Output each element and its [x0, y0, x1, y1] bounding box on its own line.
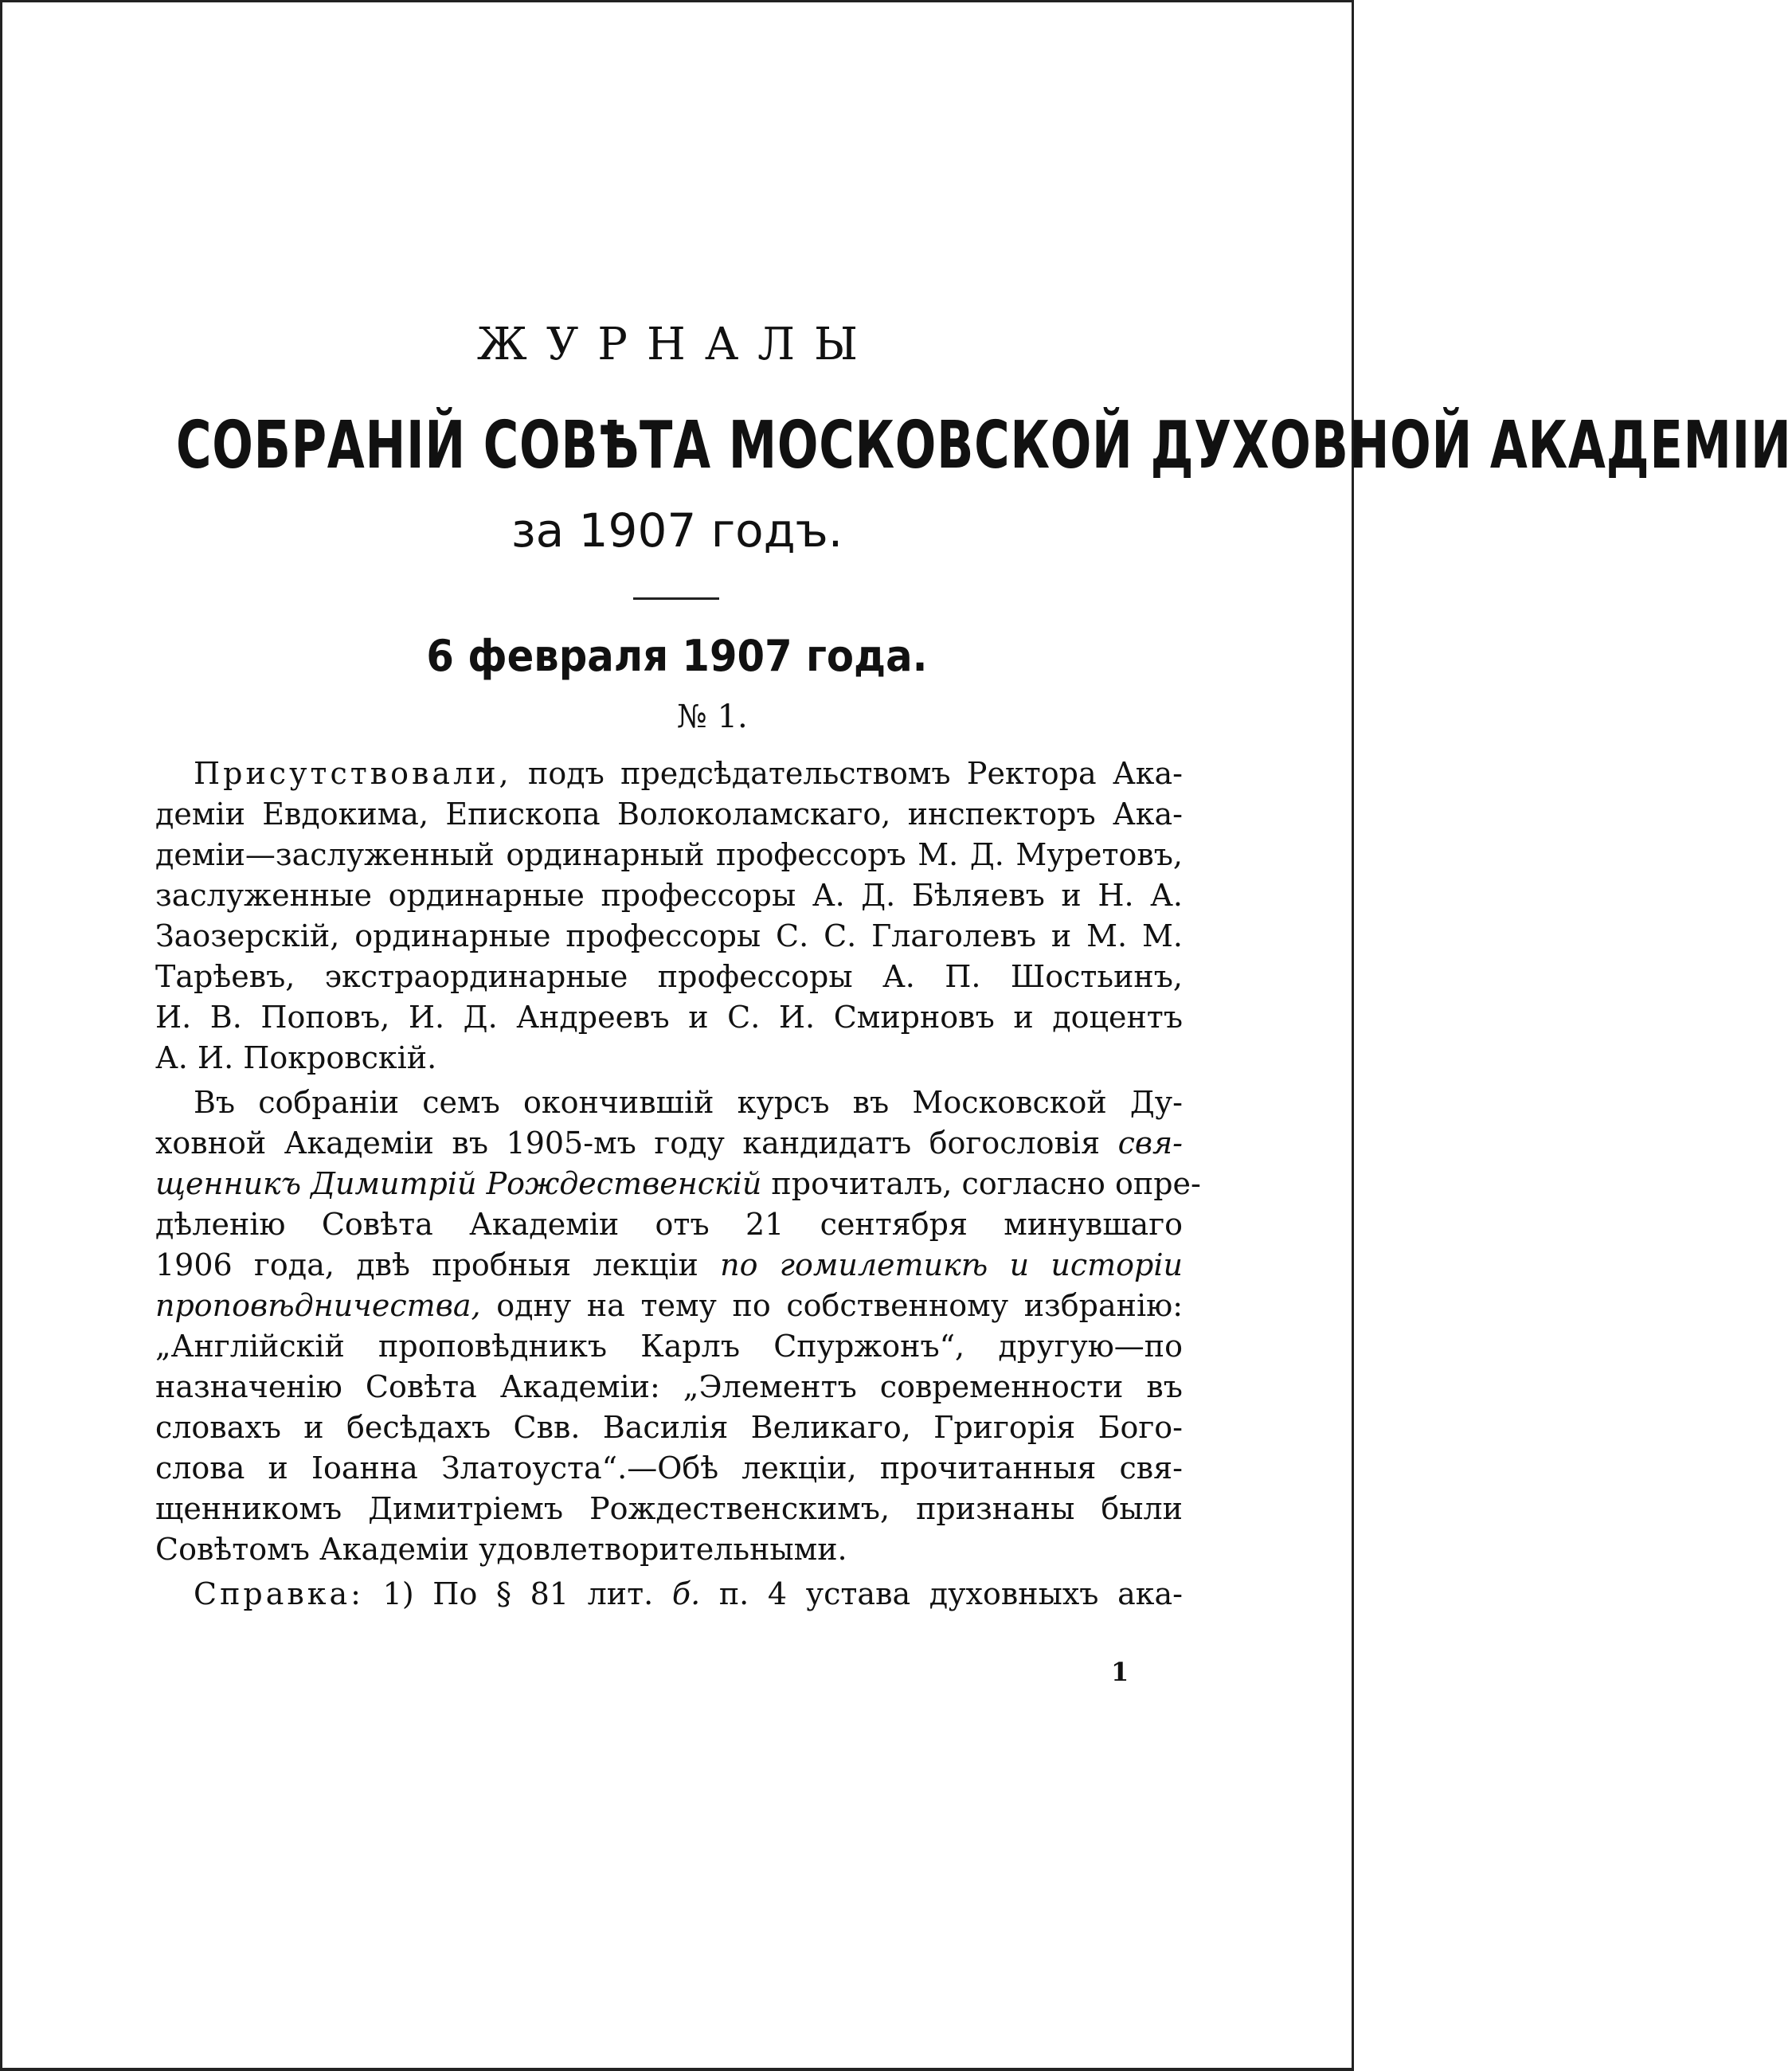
title-divider: [633, 597, 719, 600]
body-spaced-word: Справка:: [194, 1576, 364, 1611]
body-text: ховной Академіи въ 1905-мъ году кандидатъ богословія: [155, 1126, 1118, 1161]
body-line-17: словахъ и бесѣдахъ Свв. Василія Великаго, Григорія Бого-: [155, 1410, 1183, 1445]
body-text: одну на тему по собственному избранію:: [480, 1288, 1183, 1323]
body-italic-text: проповѣдничества,: [155, 1288, 481, 1323]
body-line-1: [194, 753, 1183, 794]
body-line-13: [155, 1244, 1183, 1286]
body-line-5: Заозерскій, ординарные профессоры С. С. Глаголевъ и М. М.: [155, 918, 1183, 953]
body-line-11: [155, 1163, 1201, 1204]
body-text: 1906 года, двѣ пробныя лекціи: [155, 1247, 721, 1282]
journals-title: ЖУРНАЛЫ: [476, 319, 878, 370]
body-line-12: дѣленію Совѣта Академіи отъ 21 сентября минувшаго: [155, 1207, 1183, 1242]
body-line-7: И. В. Поповъ, И. Д. Андреевъ и С. И. Смирновъ и доцентъ: [155, 1000, 1183, 1035]
body-line-14: [155, 1285, 1183, 1326]
body-line-16: назначенію Совѣта Академіи: „Элементъ современности въ: [155, 1369, 1183, 1404]
entry-number: № 1.: [677, 699, 748, 735]
body-italic-text: б.: [671, 1576, 701, 1611]
body-line-2: деміи Евдокима, Епископа Волоколамскаго, инспекторъ Ака-: [155, 797, 1183, 832]
body-line-15: „Англійскій проповѣдникъ Карлъ Спуржонъ“, другую—по: [155, 1329, 1183, 1364]
body-italic-text: свя-: [1117, 1126, 1183, 1161]
body-italic-text: по гомилетикѣ и исторіи: [720, 1247, 1183, 1282]
body-line-10: [155, 1122, 1183, 1164]
body-line-9: Въ собраніи семъ окончившій курсъ въ Московской Ду-: [194, 1085, 1183, 1120]
council-title: СОБРАНІЙ СОВѢТА МОСКОВСКОЙ ДУХОВНОЙ АКАДЕМІИ: [176, 408, 1792, 483]
body-line-6: Тарѣевъ, экстраординарные профессоры А. П. Шостьинъ,: [155, 959, 1183, 994]
body-spaced-word: Присутствовали,: [194, 756, 512, 791]
meeting-date: 6 февраля 1907 года.: [426, 631, 928, 681]
body-line-3: деміи—заслуженный ординарный профессоръ М. Д. Муретовъ,: [155, 837, 1183, 872]
body-text: п. 4 устава духовныхъ ака-: [700, 1576, 1183, 1611]
body-line-20: Совѣтомъ Академіи удовлетворительными.: [155, 1532, 847, 1567]
body-line-8: А. И. Покровскій.: [155, 1040, 437, 1075]
body-line-4: заслуженные ординарные профессоры А. Д. Бѣляевъ и Н. А.: [155, 878, 1183, 913]
page-number: 1: [1111, 1657, 1129, 1687]
body-text: подъ предсѣдательствомъ Ректора Ака-: [511, 756, 1183, 791]
body-text: 1) По § 81 лит.: [363, 1576, 672, 1611]
body-line-21: [194, 1573, 1183, 1615]
body-italic-text: щенникъ Димитрій Рождественскій: [155, 1166, 762, 1201]
body-text: прочиталъ, согласно опре-: [761, 1166, 1201, 1201]
year-line: за 1907 годъ.: [511, 503, 843, 558]
body-line-19: щенникомъ Димитріемъ Рождественскимъ, признаны были: [155, 1491, 1183, 1526]
body-line-18: слова и Іоанна Златоуста“.—Обѣ лекціи, прочитанныя свя-: [155, 1450, 1183, 1486]
